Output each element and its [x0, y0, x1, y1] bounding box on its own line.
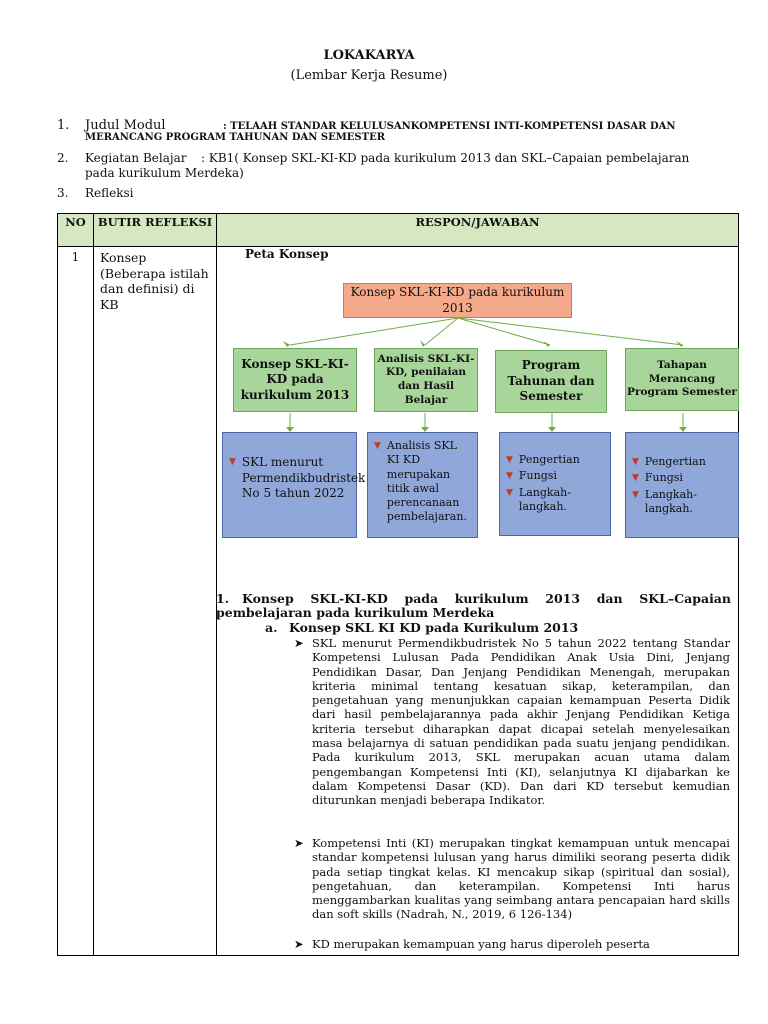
cell-no: 1	[58, 247, 94, 956]
header-butir: BUTIR REFLEKSI	[94, 214, 217, 247]
section-heading-1: 1. Konsep SKL-KI-KD pada kurikulum 2013 dan SKL–Capaian pembelajaran pada kurikulum Merdeka	[216, 591, 731, 621]
item-judul-line2: MERANCANG PROGRAM TAHUNAN DAN SEMESTER	[85, 132, 386, 143]
leaf-bullet: ▼ Pengertian	[632, 455, 706, 468]
cell-butir: Konsep (Beberapa istilah dan definisi) di KB	[94, 247, 217, 956]
bullet-icon: ▼	[374, 441, 381, 451]
bullet-icon: ▼	[229, 457, 236, 467]
concept-leaf-3	[499, 432, 611, 536]
header-no: NO	[58, 214, 94, 247]
bullet-icon: ▼	[506, 487, 513, 498]
paragraph-1: ➤ SKL menurut Permendikbudristek No 5 tahun 2022 tentang Standar Kompetensi Lulusan Pada Pendidikan Anak Usia Dini, Jenjang Pendidikan Dasar, Dan Jenjang Pendidikan Menengah, merupakan kriteria minimal tentang kesatuan sikap, keterampilan, dan pengetahuan yang menunjukkan capaian kemampuan Peserta Didik dari hasil pembelajarannya pada akhir Jenjang Pendidikan Ketiga kriteria tersebut diharapkan dapat dicapai setelah menyelesaikan masa belajarnya di satuan pendidikan pada suatu jenjang pendidikan. Pada kurikulum 2013, SKL merupakan acuan utama dalam pengembangan Kompetensi Inti (KI), selanjutnya KI dijabarkan ke dalam Kompetensi Dasar (KD). Dan dari KD tersebut kemudian diturunkan menjadi beberapa Indikator.	[294, 636, 730, 808]
leaf-bullet: ▼ Langkah-langkah.	[506, 485, 571, 513]
leaf-bullet: ▼ Pengertian	[506, 453, 580, 466]
item-refleksi: 3. Refleksi	[57, 186, 134, 200]
bullet-icon: ▼	[632, 457, 639, 467]
bullet-icon: ▼	[632, 473, 639, 484]
leaf-bullet: ▼ Fungsi	[506, 469, 557, 483]
page-subtitle: (Lembar Kerja Resume)	[290, 68, 448, 83]
arrow-bullet-icon: ➤	[294, 836, 304, 850]
concept-node-1: Konsep SKL-KI-KD pada kurikulum 2013	[233, 348, 357, 412]
concept-leaf-2	[367, 432, 478, 538]
concept-node-4: Tahapan Merancang Program Semester	[625, 348, 739, 411]
concept-node-3: Program Tahunan dan Semester	[495, 350, 607, 413]
concept-leaf-1	[222, 432, 366, 538]
arrow-bullet-icon: ➤	[294, 636, 304, 650]
bullet-icon: ▼	[506, 471, 513, 482]
leaf-bullet: ▼ Langkah-langkah.	[632, 487, 697, 515]
item-kegiatan: 2. Kegiatan Belajar : KB1( Konsep SKL-KI-KD pada kurikulum 2013 dan SKL–Capaian pembelajaran	[57, 151, 690, 165]
arrow-bullet-icon: ➤	[294, 937, 304, 951]
header-respon: RESPON/JAWABAN	[217, 214, 739, 247]
page-title: LOKAKARYA	[323, 48, 415, 63]
paragraph-3: ➤ KD merupakan kemampuan yang harus diperoleh peserta	[294, 937, 650, 951]
leaf-bullet: ▼ Fungsi	[632, 471, 683, 485]
item-judul: 1. Judul Modul : TELAAH STANDAR KELULUSANKOMPETENSI INTI-KOMPETENSI DASAR DAN	[57, 118, 676, 133]
peta-konsep-label: Peta Konsep	[245, 247, 329, 261]
leaf-bullet: ▼ Analisis SKL KI KD merupakan titik awal perencanaan pembelajaran.	[374, 439, 467, 524]
concept-node-2: Analisis SKL-KI-KD, penilaian dan Hasil Belajar	[374, 348, 478, 412]
concept-root: Konsep SKL-KI-KD pada kurikulum 2013	[343, 283, 572, 318]
bullet-icon: ▼	[632, 489, 639, 500]
paragraph-2: ➤ Kompetensi Inti (KI) merupakan tingkat kemampuan untuk mencapai standar kompetensi lulusan yang harus dimiliki seorang peserta didik pada setiap tingkat kelas. KI mencakup sikap (spiritual dan sosial), pengetahuan, dan keterampilan. Kompetensi Inti harus menggambarkan kualitas yang seimbang antara pencapaian hard skills dan soft skills (Nadrah, N., 2019, 6 126-134)	[294, 836, 730, 922]
concept-leaf-4	[625, 432, 739, 538]
bullet-icon: ▼	[506, 455, 513, 465]
item-kegiatan-line2: pada kurikulum Merdeka)	[85, 166, 244, 180]
section-heading-2: a. Konsep SKL KI KD pada Kurikulum 2013	[265, 620, 579, 635]
leaf-bullet: ▼ SKL menurut Permendikbudristek No 5 tahun 2022	[229, 455, 366, 501]
